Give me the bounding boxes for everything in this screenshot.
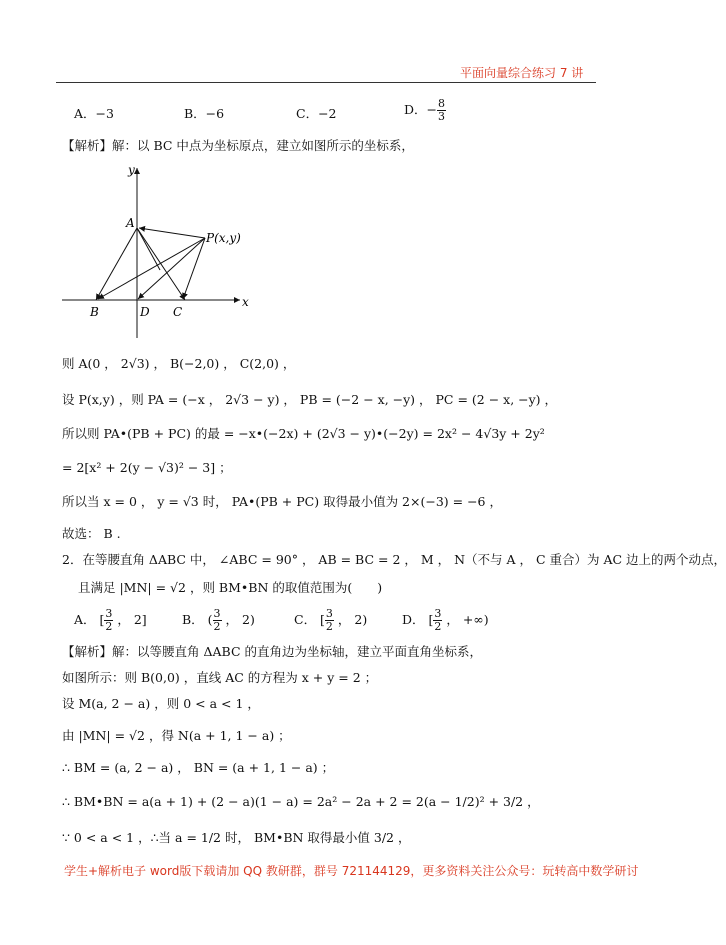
q1-option-a: A．−3 <box>74 106 114 121</box>
q2-option-c: C． [ $\frac{3}{2}$ ， 2) <box>294 607 368 633</box>
header-divider <box>56 82 596 83</box>
footer-note: 学生+解析电子 word版下载请加 QQ 教研群，群号 721144129，更多资料关注公众号：玩转高中数学研讨 <box>64 864 639 878</box>
segment-ab <box>96 228 137 300</box>
label-p: P(x,y) <box>206 231 241 245</box>
q2-option-c-fraction: $\frac{3}{2}$ <box>325 607 333 633</box>
label-b: B <box>90 305 99 319</box>
solution1-intro: 【解析】解：以 BC 中点为坐标原点，建立如图所示的坐标系， <box>62 138 414 153</box>
label-c: C <box>173 305 183 319</box>
solution2-line-2: 如图所示：则 B(0,0) ，直线 AC 的方程为 x + y = 2 ； <box>62 670 378 685</box>
segment-pc <box>183 238 205 299</box>
solution2-line-7: ∵ 0 < a < 1 ，∴当 a = 1/2 时， BM•BN 取得最小值 3/2 ， <box>62 830 411 845</box>
q2-stem-line-1: 2．在等腰直角 ΔABC 中， ∠ABC = 90° ， AB = BC = 2 ， M ， N（不与 A ， C 重合）为 AC 边上的两个动点， <box>62 552 726 567</box>
solution2-line-1: 【解析】解：以等腰直角 ΔABC 的直角边为坐标轴，建立平面直角坐标系， <box>62 644 482 659</box>
q2-option-d-fraction: $\frac{3}{2}$ <box>434 607 442 633</box>
solution1-line-5: 所以当 x = 0 ， y = √3 时， PA•(PB + PC) 取得最小值为 2×(−3) = −6 ， <box>62 494 502 509</box>
header-title: 平面向量综合练习 7 讲 <box>460 66 584 80</box>
q1-option-d-label: D．− <box>404 102 437 117</box>
q1-option-c: C．−2 <box>296 106 337 121</box>
segment-ac <box>137 228 185 300</box>
q1-option-b: B．−6 <box>184 106 225 121</box>
label-x: x <box>242 295 249 309</box>
segment-pa <box>139 228 205 238</box>
q2-option-b-fraction: $\frac{3}{2}$ <box>213 607 221 633</box>
label-a: A <box>126 216 135 230</box>
q1-option-d-fraction: $\frac{8}{3}$ <box>438 97 445 123</box>
solution1-line-2: 设 P(x,y) ，则 PA = (−x ， 2√3 − y) ， PB = (−2 − x, −y) ， PC = (2 − x, −y) ， <box>62 392 558 407</box>
segment-ad <box>137 228 160 270</box>
q2-option-a-fraction: $\frac{3}{2}$ <box>105 607 113 633</box>
label-y: y <box>128 163 135 177</box>
q2-option-b: B． ( $\frac{3}{2}$ ， 2) <box>182 607 255 633</box>
q2-option-a: A． [ $\frac{3}{2}$ ， 2] <box>74 607 147 633</box>
solution1-line-6: 故选： B . <box>62 526 121 541</box>
label-d: D <box>140 305 150 319</box>
solution2-line-4: 由 |MN| = √2 ，得 N(a + 1, 1 − a) ； <box>62 728 291 743</box>
solution1-line-1: 则 A(0 ， 2√3) ， B(−2,0) ， C(2,0) ， <box>62 356 296 371</box>
solution1-line-4: = 2[x² + 2(y − √3)² − 3] ； <box>62 460 232 475</box>
solution2-line-3: 设 M(a, 2 − a) ，则 0 < a < 1 ， <box>62 696 260 711</box>
q2-option-d: D． [ $\frac{3}{2}$ ， +∞) <box>402 607 489 633</box>
q2-stem-line-2: 且满足 |MN| = √2 ，则 BM•BN 的取值范围为( ) <box>78 580 383 595</box>
q1-option-d <box>404 98 446 123</box>
solution2-line-5: ∴ BM = (a, 2 − a) ， BN = (a + 1, 1 − a) ； <box>62 760 335 775</box>
solution2-line-6: ∴ BM•BN = a(a + 1) + (2 − a)(1 − a) = 2a² − 2a + 2 = 2(a − 1/2)² + 3/2 ， <box>62 794 540 809</box>
solution1-line-3: 所以则 PA•(PB + PC) 的最 = −x•(−2x) + (2√3 − y)•(−2y) = 2x² − 4√3y + 2y² <box>62 426 545 441</box>
coordinate-figure <box>60 160 260 340</box>
